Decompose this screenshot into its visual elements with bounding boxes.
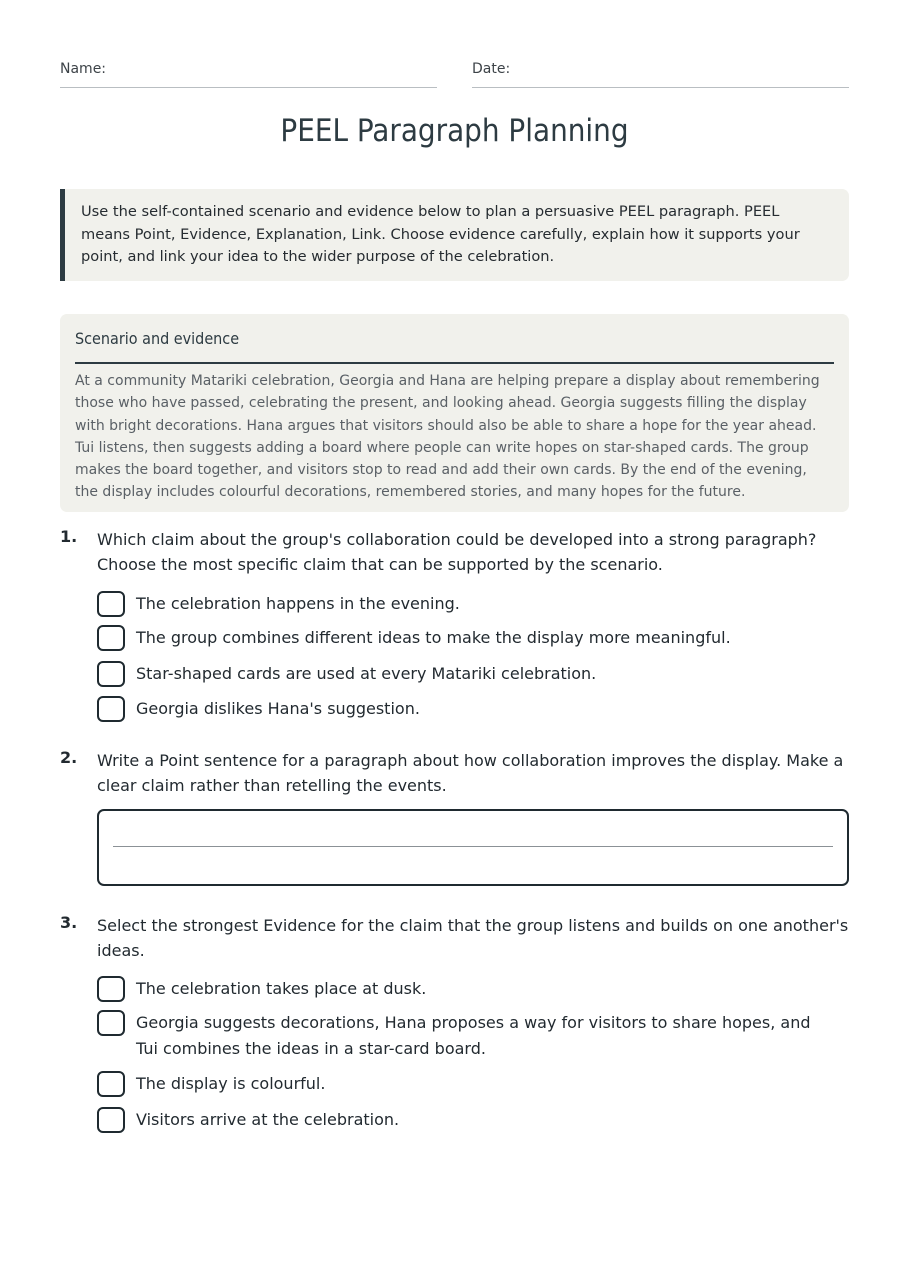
option-label: Georgia dislikes Hana's suggestion. (136, 699, 420, 718)
option-label: The display is colourful. (136, 1074, 326, 1093)
option-label: Georgia suggests decorations, Hana proposes a way for visitors to share hopes, and Tui combines the ideas in a star-card board. (136, 1013, 811, 1058)
option-1a[interactable] (97, 591, 849, 619)
instructions-box: Use the self-contained scenario and evidence below to plan a persuasive PEEL paragraph. PEEL means Point, Evidence, Explanation, Link. Choose evidence carefully, explain how it supports your point, and link your idea to the wider purpose of the celebration. (60, 189, 849, 281)
checkbox[interactable] (97, 1071, 125, 1097)
option-label: Star-shaped cards are used at every Matariki celebration. (136, 664, 597, 683)
writing-line (113, 846, 833, 847)
option-3b[interactable] (97, 1010, 849, 1062)
header-fields (60, 60, 849, 88)
page-title: PEEL Paragraph Planning (280, 113, 629, 149)
option-label: The group combines different ideas to make the display more meaningful. (136, 628, 731, 647)
point-answer-box[interactable] (97, 809, 849, 886)
checkbox[interactable] (97, 625, 125, 651)
date-label: Date: (472, 61, 511, 77)
date-field[interactable] (472, 60, 849, 88)
option-3c[interactable] (97, 1071, 849, 1099)
option-label: The celebration happens in the evening. (136, 594, 460, 613)
checkbox[interactable] (97, 661, 125, 687)
question-text: Select the strongest Evidence for the claim that the group listens and builds on one another's ideas. (97, 916, 849, 960)
scenario-text: At a community Matariki celebration, Georgia and Hana are helping prepare a display about remembering those who have passed, celebrating the present, and looking ahead. Georgia suggests filling the display with bright decorations. Hana argues that visitors should also be able to share a hope for the year ahead. Tui listens, then suggests adding a board where people can write hopes on star-shaped cards. The group makes the board together, and visitors stop to read and add their own cards. By the end of the evening, the display includes colourful decorations, remembered stories, and many hopes for the future. (75, 373, 820, 501)
option-1b[interactable] (97, 625, 849, 653)
question-2 (60, 748, 849, 888)
option-3d[interactable] (97, 1107, 849, 1135)
checkbox[interactable] (97, 1010, 125, 1036)
checkbox[interactable] (97, 696, 125, 722)
scenario-heading: Scenario and evidence (75, 328, 834, 364)
question-number: 2. (60, 748, 78, 767)
option-label: The celebration takes place at dusk. (136, 979, 427, 998)
option-1d[interactable] (97, 696, 849, 724)
question-number: 3. (60, 913, 78, 932)
checkbox[interactable] (97, 591, 125, 617)
scenario-box (60, 314, 849, 512)
option-3a[interactable] (97, 976, 849, 1004)
question-1 (60, 527, 849, 727)
name-field[interactable] (60, 60, 437, 88)
name-label: Name: (60, 61, 107, 77)
checkbox[interactable] (97, 976, 125, 1002)
option-1c[interactable] (97, 661, 849, 689)
question-3 (60, 913, 849, 1138)
option-label: Visitors arrive at the celebration. (136, 1110, 400, 1129)
checkbox[interactable] (97, 1107, 125, 1133)
question-text: Which claim about the group's collaboration could be developed into a strong paragraph? Choose the most specific claim that can be supported by the scenario. (97, 530, 817, 574)
question-text: Write a Point sentence for a paragraph about how collaboration improves the display. Make a clear claim rather than retelling the events. (97, 751, 844, 795)
question-number: 1. (60, 527, 78, 546)
